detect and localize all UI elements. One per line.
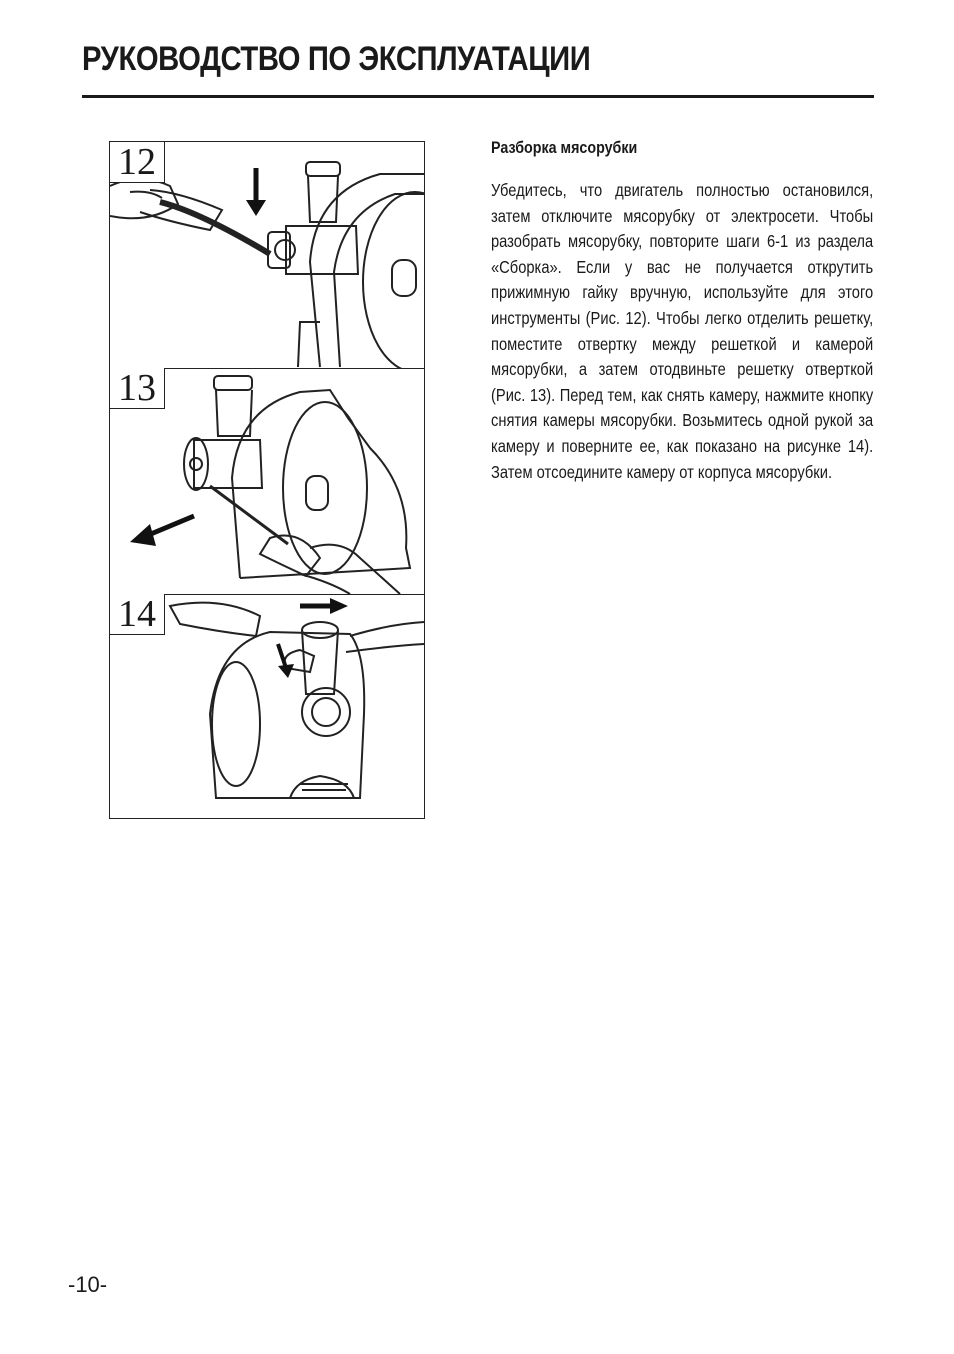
section-title: Разборка мясорубки [491,138,638,157]
figure-panel-12 [110,142,424,369]
header-rule [82,95,874,98]
figure-number-13: 13 [110,368,165,409]
figure-panel-13 [110,368,424,595]
section-body: Убедитесь, что двигатель полностью остановился, затем отключите мясорубку от электросети. Чтобы разобрать мясорубку, повторите шаги 6-1 из раздела «Сборка». Если у вас не получается открутить прижимную гайку вручную, используйте для этого инструменты (Рис. 12). Чтобы легко отделить решетку, поместите отвертку между решеткой и камерой мясорубки, а затем отодвиньте решетку отверткой (Рис. 13). Перед тем, как снять камеру, нажмите кнопку снятия камеры мясорубки. Возьмитесь одной рукой за камеру и поверните ее, как показано на рисунке 14). Затем отсоедините камеру от корпуса мясорубки. [491,180,874,482]
figure-panel-14 [110,594,424,818]
section-content [491,138,873,485]
figure-illustrations [109,141,425,819]
page-title: РУКОВОДСТВО ПО ЭКСПЛУАТАЦИИ [82,40,591,78]
figure-number-12: 12 [110,142,165,183]
figure-number-14: 14 [110,594,165,635]
page-number: -10- [68,1272,108,1297]
